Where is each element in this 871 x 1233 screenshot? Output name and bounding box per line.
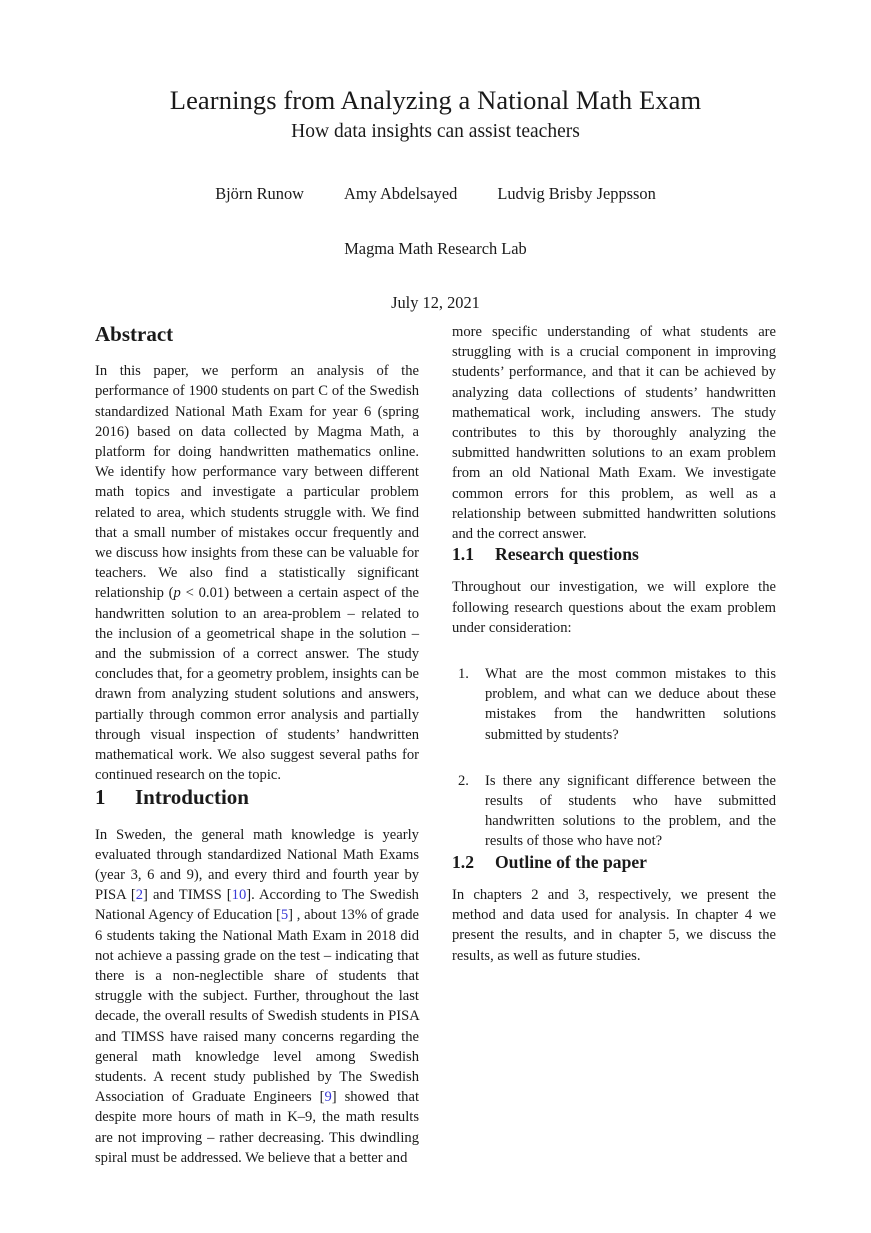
introduction-heading — [95, 785, 419, 809]
citation-link-skolverket[interactable]: 5 — [280, 907, 289, 924]
abstract-math-p: p — [173, 585, 181, 602]
subsection-number: 1.2 — [452, 851, 474, 872]
outline-paragraph: In chapters 2 and 3, respectively, we present the method and data used for analysis. In chapter 4 we present the results, and in chapter 5, we discuss the results, as well as future studies. — [452, 886, 776, 964]
abstract-heading: Abstract — [95, 322, 174, 346]
abstract-text-part-1: In this paper, we perform an analysis of the performance of 1900 students on part C of the Swedish standardized National Math Exam for year 6 (spring 2016) based on data collected by Magma Math, a platform for doing handwritten mathematics online. We identify how performance vary between different math topics and investigate a particular problem related to area, which students struggle with. We find that a small number of mistakes occur frequently and we discuss how insights from these can be valuable for teachers. We also find a statistically significant relationship ( — [95, 363, 419, 602]
page-title: Learnings from Analyzing a National Math Exam — [169, 85, 702, 115]
citation-link-pisa[interactable]: 2 — [135, 887, 144, 904]
subsection-number: 1.1 — [452, 544, 474, 565]
affiliation: Magma Math Research Lab — [344, 239, 527, 259]
author-name: Ludvig Brisby Jeppsson — [497, 184, 656, 204]
research-questions-list — [452, 664, 776, 852]
citation-link-timss[interactable]: 10 — [231, 887, 247, 904]
section-number: 1 — [95, 785, 106, 810]
title-block — [95, 86, 776, 313]
abstract-math-relation: < 0.01 — [180, 585, 225, 602]
subsection-title: Outline of the paper — [495, 851, 647, 872]
list-item: Is there any significant difference between the results of students who have submitted handwritten solutions to the problem, and the results of those who have not? — [485, 772, 776, 850]
publication-date: July 12, 2021 — [391, 293, 480, 313]
page-subtitle: How data insights can assist teachers — [291, 120, 580, 142]
author-list — [95, 184, 776, 204]
introduction-paragraph-continued: more specific understanding of what students are struggling with is a crucial component in improving students’ performance, and that it can be achieved by analyzing data collections of students’ handwritten mathematical work, including answers. The study contributes to this by thoroughly analyzing the submitted handwritten solutions to an exam problem from an old National Math Exam. We investigate common errors for this problem, as well as a relationship between submitted handwritten solutions and the correct answer. — [452, 324, 777, 543]
author-name: Amy Abdelsayed — [343, 184, 458, 204]
abstract-paragraph — [95, 361, 419, 785]
research-questions-intro: Throughout our investigation, we will explore the following research questions about the exam problem under consideration: — [452, 579, 776, 636]
left-column — [95, 322, 419, 1172]
abstract-text-part-2: ) between a certain aspect of the handwritten solution to an area-problem – related to the inclusion of a geometrical shape in the solution – and the submission of a correct answer. The study concludes that, for a geometry problem, insights can be drawn from analyzing student solutions and answers, partially through common error analysis and partially through visual inspection of students’ handwritten mathematical work. We also suggest several paths for continued research on the topic. — [95, 585, 419, 784]
section-title: Introduction — [135, 785, 249, 810]
introduction-paragraph: In Sweden, the general math knowledge is yearly evaluated through standardized National Math Exams (year 3, 6 and 9), and every third and fourth year by PISA [2] and TIMSS [10]. According to The Swedish National Agency of Education [5] , about 13% of grade 6 students taking the National Math Exam in 2018 did not achieve a passing grade on the test – indicating that there is a non-neglectible share of students that struggle with the subject. Further, throughout the last decade, the overall results of Swedish students in PISA and TIMSS have raised many concerns regarding the general math knowledge level among Swedish students. A recent study published by The Swedish Association of Graduate Engineers [9] showed that despite more hours of math in K–9, the math results are not improving – rather decreasing. This dwindling spiral must be addressed. We believe that a better and — [95, 826, 420, 1166]
author-name: Björn Runow — [215, 184, 304, 204]
outline-heading — [452, 852, 776, 872]
research-questions-heading — [452, 544, 776, 564]
citation-link-engineers[interactable]: 9 — [324, 1089, 332, 1106]
list-item: What are the most common mistakes to this problem, and what can we deduce about these mistakes from the handwritten solutions submitted by students? — [485, 666, 776, 743]
body-columns — [95, 322, 776, 1172]
right-column — [452, 322, 776, 1172]
subsection-title: Research questions — [495, 544, 639, 565]
column-flow-continuation — [452, 322, 776, 544]
